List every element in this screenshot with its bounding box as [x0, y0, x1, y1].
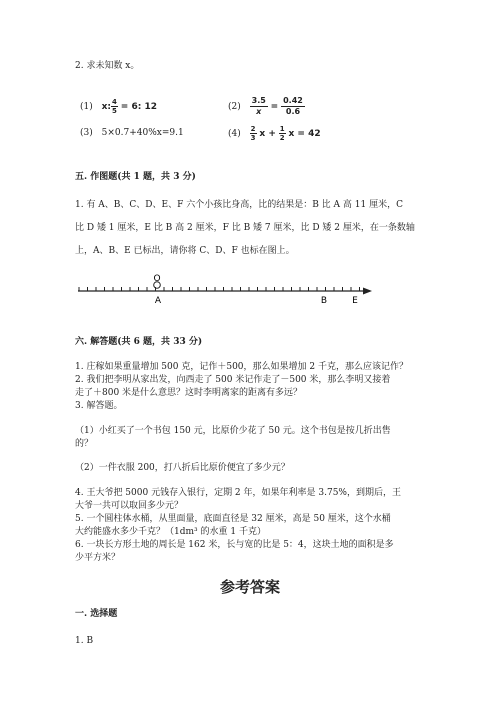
fraction: $\frac{2}{3}$	[250, 125, 256, 142]
section-5-line-3: 上，A、B、E 已标出，请你将 C、D、F 也标在图上。	[75, 246, 295, 256]
point-a-label: A	[154, 296, 162, 306]
fraction: $\frac{1}{2}$	[279, 125, 285, 142]
section-6-line-3: 走了＋800 米是什么意思？这时李明离家的距离有多远？	[75, 388, 303, 398]
axis-ticks	[79, 287, 360, 291]
equation-rhs: = 6: 12	[120, 102, 157, 112]
equation-number: (3)	[80, 128, 93, 138]
section-6-line-4: 3. 解答题。	[75, 401, 123, 411]
equation-3	[80, 127, 184, 139]
equation-number: (1)	[80, 102, 93, 112]
point-e-label: E	[352, 296, 358, 306]
section-5-line-1: 1. 有 A、B、C、D、E、F 六个小孩比身高，比的结果是：B 比 A 高 11 厘米，C	[75, 200, 403, 210]
equation-2	[228, 96, 305, 117]
equation-number: (2)	[228, 102, 241, 112]
section-6-line-5: 4. 王大爷把 5000 元钱存入银行，定期 2 年，如果年利率是 3.75%，到期后，王	[75, 488, 401, 498]
fraction: $\frac{3.5}{x}$	[251, 96, 266, 116]
equals-sign: =	[270, 102, 279, 112]
equation-1	[80, 98, 157, 115]
section-6-line-6: 大爷一共可以取回多少元？	[75, 501, 184, 511]
fraction: $\frac{0.42}{0.6}$	[283, 96, 303, 116]
section-6-line-10: 少平方米？	[75, 553, 121, 563]
subquestion-1-cont: 的？	[75, 439, 94, 449]
arrow-head	[363, 288, 372, 295]
section-6-line-7: 5. 一个圆柱体水桶，从里面量，底面直径是 32 厘米，高是 50 厘米，这个水桶	[75, 514, 391, 524]
point-b-label: B	[320, 296, 328, 306]
section-5-line-2: 比 D 矮 1 厘米，E 比 B 高 2 厘米，F 比 B 矮 7 厘米，比 D 矮 2 厘米，在一条数轴	[75, 223, 415, 233]
section-6-line-9: 6. 一块长方形土地的周长是 162 米，长与宽的比是 5：4，这块土地的面积是多	[75, 540, 394, 550]
answer-1: 1. B	[75, 636, 94, 646]
section-6-line-1: 1. 庄稼如果重量增加 500 克，记作＋500，那么如果增加 2 千克，那么应该记作？	[75, 362, 408, 372]
equation-text: 5×0.7+40%x=9.1	[101, 128, 184, 138]
section-6-heading: 六. 解答题(共 6 题，共 33 分)	[75, 337, 203, 347]
answers-section-1-heading: 一. 选择题	[75, 609, 118, 619]
equation-rhs: x = 42	[288, 129, 321, 139]
equation-mid: x +	[259, 129, 276, 139]
equation-4	[228, 125, 321, 142]
equation-lhs: x:	[101, 102, 112, 112]
section-6-line-8: 大约能盛水多少千克？（1dm³ 的水重 1 千克）	[75, 527, 266, 537]
equation-number: (4)	[228, 129, 241, 139]
origin-label: O	[153, 274, 161, 284]
subquestion-1: （1）小红买了一个书包 150 元，比原价少花了 50 元。这个书包是按几折出售	[75, 426, 391, 436]
fraction: $\frac{4}{5}$	[112, 98, 117, 115]
section-6-line-2: 2. 我们把李明从家出发，向西走了 500 米记作走了－500 米，那么李明又接着	[75, 375, 391, 385]
subquestion-2: （2）一件衣服 200，打八折后比原价便宜了多少元？	[75, 463, 290, 473]
number-line	[70, 272, 380, 308]
question-2-heading: 2. 求未知数 x。	[75, 61, 140, 71]
answers-title: 参考答案	[219, 578, 280, 596]
section-5-heading: 五. 作图题(共 1 题，共 3 分)	[75, 172, 196, 182]
